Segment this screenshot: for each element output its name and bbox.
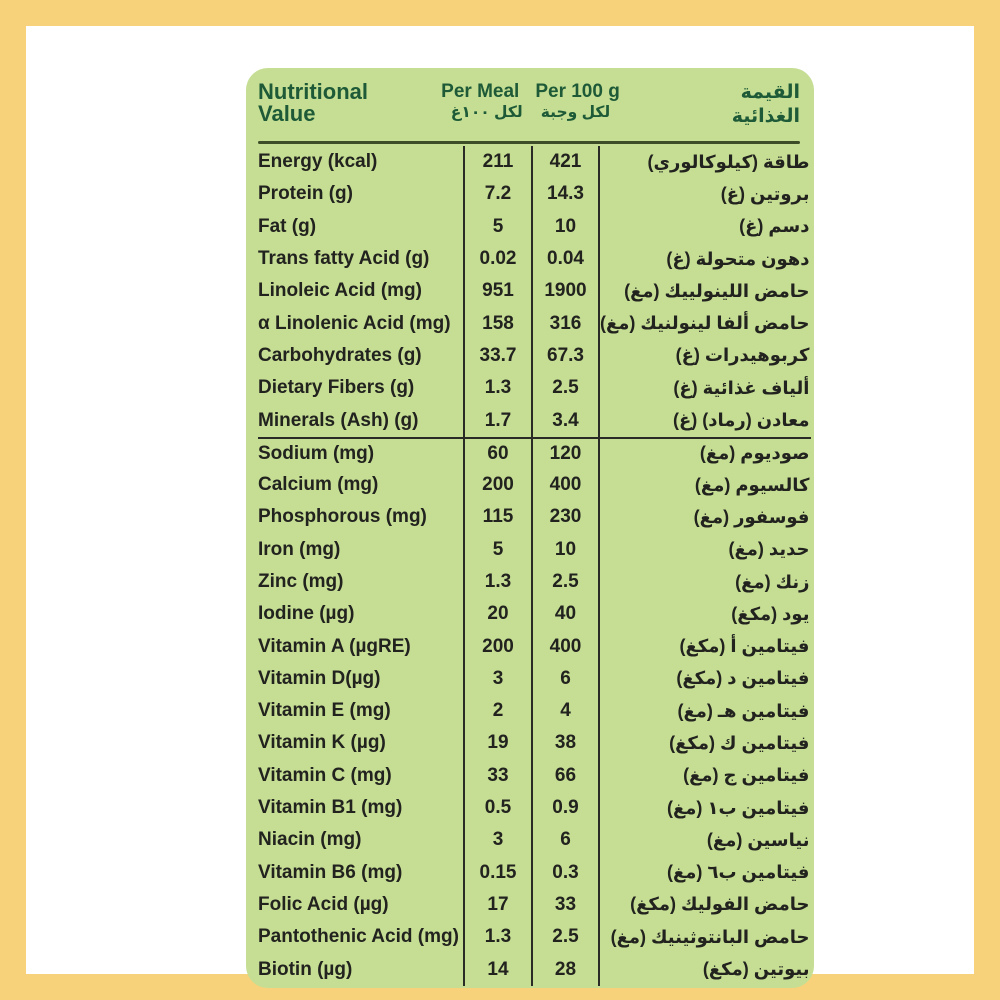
row-per-100g: 3.4	[531, 404, 598, 436]
row-per-100g: 0.3	[531, 857, 598, 889]
table-header	[258, 68, 800, 136]
row-per-100g: 1900	[531, 275, 598, 307]
row-per-meal: 1.3	[463, 566, 531, 598]
row-per-100g: 316	[531, 307, 598, 339]
row-per-100g: 2.5	[531, 921, 598, 953]
row-name-ar: دهون متحولة (غ)	[598, 243, 811, 275]
row-name-ar: بروتين (غ)	[598, 178, 811, 210]
nutrition-table	[258, 146, 810, 986]
row-per-100g: 0.9	[531, 792, 598, 824]
row-name-en: Dietary Fibers (g)	[258, 377, 415, 399]
row-name-ar: يود (مكغ)	[598, 598, 811, 630]
row-per-meal: 17	[463, 889, 531, 921]
row-name-en: Vitamin E (mg)	[258, 700, 391, 722]
row-name-ar: كالسيوم (مغ)	[598, 469, 811, 501]
row-per-100g: 14.3	[531, 178, 598, 210]
row-name-en: Vitamin D(µg)	[258, 667, 381, 689]
row-per-meal: 211	[463, 146, 531, 178]
row-name-en: Folic Acid (µg)	[258, 893, 389, 915]
row-per-meal: 5	[463, 534, 531, 566]
row-name-ar: فيتامين أ (مكغ)	[598, 630, 811, 662]
row-name-ar: نياسين (مغ)	[598, 824, 811, 856]
table-title-en	[258, 81, 463, 136]
row-name-en: Iron (mg)	[258, 538, 341, 560]
row-name-en: Linoleic Acid (mg)	[258, 280, 422, 302]
row-name-ar: حامض البانتوثينيك (مغ)	[598, 921, 811, 953]
table-title-ar-line2: الغذائية	[731, 106, 800, 127]
row-per-100g: 66	[531, 760, 598, 792]
row-name-en: Phosphorous (mg)	[258, 506, 427, 528]
row-per-meal: 14	[463, 953, 531, 985]
row-per-100g: 33	[531, 889, 598, 921]
row-name-en: Vitamin A (µgRE)	[258, 635, 411, 657]
row-per-meal: 200	[463, 630, 531, 662]
row-per-100g: 10	[531, 534, 598, 566]
row-per-100g: 67.3	[531, 340, 598, 372]
col-header-per-meal: Per Meal	[441, 81, 520, 102]
row-name-en: Sodium (mg)	[258, 437, 463, 469]
row-per-meal: 200	[463, 469, 531, 501]
row-name-ar: حامض الفوليك (مكغ)	[598, 889, 811, 921]
row-name-en: Energy (kcal)	[258, 151, 378, 173]
row-name-en: Minerals (Ash) (g)	[258, 409, 419, 431]
row-per-meal: 2	[463, 695, 531, 727]
row-per-meal: 3	[463, 663, 531, 695]
row-per-meal: 0.02	[463, 243, 531, 275]
row-per-meal: 1.3	[463, 921, 531, 953]
row-name-ar: بيوتين (مكغ)	[598, 953, 811, 985]
row-per-100g: 2.5	[531, 372, 598, 404]
value-column-headers	[441, 81, 620, 136]
row-name-en: Trans fatty Acid (g)	[258, 248, 430, 270]
row-name-en: α Linolenic Acid (mg)	[258, 312, 451, 334]
value-column-headers-ar	[451, 103, 610, 123]
row-per-100g: 120	[531, 437, 598, 469]
row-per-100g: 230	[531, 501, 598, 533]
row-name-en: Niacin (mg)	[258, 829, 362, 851]
row-name-en: Iodine (µg)	[258, 603, 355, 625]
row-name-en: Protein (g)	[258, 183, 353, 205]
row-name-ar: فيتامين ج (مغ)	[598, 760, 811, 792]
row-name-ar: طاقة (كيلوكالوري)	[598, 146, 811, 178]
row-per-meal: 7.2	[463, 178, 531, 210]
row-per-meal: 951	[463, 275, 531, 307]
row-name-ar: كربوهيدرات (غ)	[598, 340, 811, 372]
row-per-meal: 158	[463, 307, 531, 339]
row-per-100g: 28	[531, 953, 598, 985]
row-name-en: Fat (g)	[258, 215, 317, 237]
col-header-per-meal-ar: لكل وجبة	[540, 104, 611, 121]
row-name-en: Zinc (mg)	[258, 571, 344, 592]
row-per-100g: 400	[531, 630, 598, 662]
row-name-en: Vitamin B1 (mg)	[258, 797, 403, 819]
row-name-ar: معادن (رماد) (غ)	[598, 404, 811, 436]
row-per-meal: 115	[463, 501, 531, 533]
row-name-ar: دسم (غ)	[598, 211, 811, 243]
row-per-meal: 3	[463, 824, 531, 856]
row-name-en: Calcium (mg)	[258, 474, 379, 496]
table-title-ar-line1: القيمة	[740, 82, 800, 103]
row-name-ar: فيتامين ب١ (مغ)	[598, 792, 811, 824]
row-name-en: Vitamin K (µg)	[258, 732, 386, 754]
col-header-per-100g-ar: لكل ١٠٠غ	[450, 104, 523, 121]
col-header-per-100g: Per 100 g	[535, 81, 620, 102]
row-per-100g: 0.04	[531, 243, 598, 275]
row-per-100g: 4	[531, 695, 598, 727]
nutrition-facts-panel	[246, 68, 814, 988]
row-per-100g: 421	[531, 146, 598, 178]
table-title-ar	[598, 81, 800, 136]
row-per-100g: 6	[531, 824, 598, 856]
row-name-en: Carbohydrates (g)	[258, 344, 422, 366]
row-name-ar: فيتامين ب٦ (مغ)	[598, 857, 811, 889]
table-title-en-line2: Value	[258, 101, 316, 126]
value-column-headers-en	[441, 81, 620, 103]
row-per-meal: 33.7	[463, 340, 531, 372]
row-per-meal: 0.5	[463, 792, 531, 824]
row-per-meal: 19	[463, 727, 531, 759]
row-name-en: Vitamin B6 (mg)	[258, 861, 403, 883]
row-name-en: Pantothenic Acid (mg)	[258, 926, 459, 948]
row-name-ar: حديد (مغ)	[598, 534, 811, 566]
row-per-100g: 38	[531, 727, 598, 759]
row-per-meal: 1.3	[463, 372, 531, 404]
row-per-100g: 400	[531, 469, 598, 501]
row-per-meal: 1.7	[463, 404, 531, 436]
row-per-meal: 0.15	[463, 857, 531, 889]
row-name-ar: فيتامين ك (مكغ)	[598, 727, 811, 759]
row-name-en: Biotin (µg)	[258, 958, 353, 980]
row-name-ar: زنك (مغ)	[598, 566, 811, 598]
row-name-ar: فيتامين د (مكغ)	[598, 663, 811, 695]
row-per-meal: 60	[463, 437, 531, 469]
row-per-meal: 33	[463, 760, 531, 792]
row-name-ar: حامض ألفا لينولنيك (مغ)	[598, 307, 811, 339]
row-per-100g: 6	[531, 663, 598, 695]
table-title-en-line1: Nutritional	[258, 79, 368, 104]
row-name-ar: حامض اللينولييك (مغ)	[598, 275, 811, 307]
row-name-en: Vitamin C (mg)	[258, 764, 392, 786]
row-per-100g: 10	[531, 211, 598, 243]
row-name-ar: ألياف غذائية (غ)	[598, 372, 811, 404]
row-per-meal: 5	[463, 211, 531, 243]
header-divider-rule	[258, 141, 800, 144]
row-per-100g: 40	[531, 598, 598, 630]
row-per-meal: 20	[463, 598, 531, 630]
row-name-ar: فوسفور (مغ)	[598, 501, 811, 533]
row-name-ar: فيتامين هـ (مغ)	[598, 695, 811, 727]
row-per-100g: 2.5	[531, 566, 598, 598]
row-name-ar: صوديوم (مغ)	[598, 437, 811, 469]
